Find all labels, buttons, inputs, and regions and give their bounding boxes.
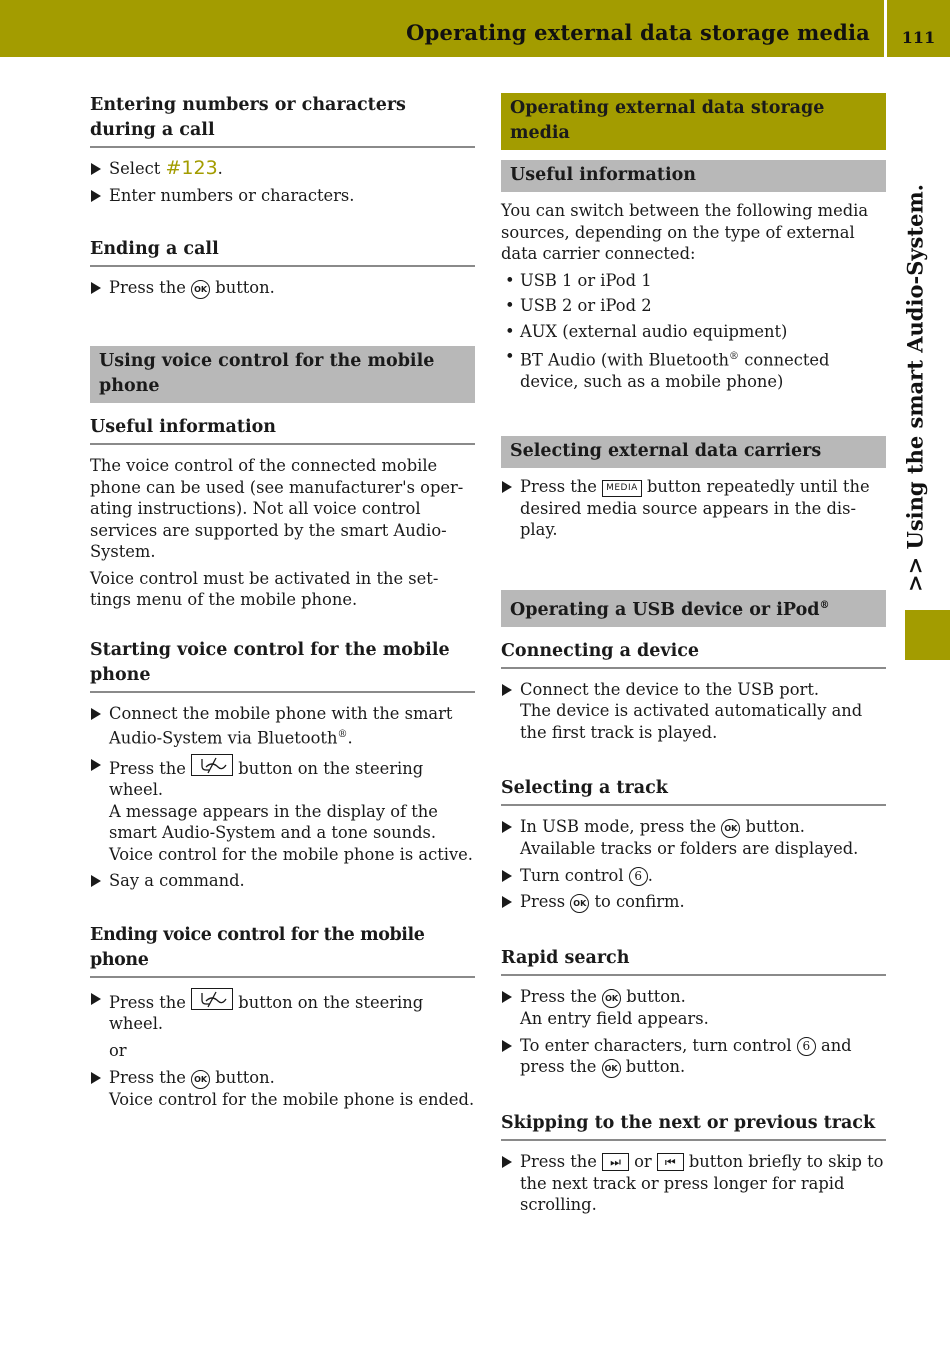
side-tab-label: >> Using the smart Audio-System. (902, 184, 928, 592)
code-123: #123 (165, 157, 218, 179)
step-skip-track: Press the ⏭ or ⏮ button briefly to skip to the next track or press longer for rapid scrolling. (501, 1151, 886, 1216)
header-bar (0, 0, 884, 57)
voice-control-button-icon (191, 754, 233, 776)
side-tab-marker (905, 610, 950, 660)
voice-control-button-icon (191, 988, 233, 1010)
step-turn-control: Turn control 6 . (501, 865, 886, 887)
band-selecting-data-carriers: Selecting external data carriers (501, 436, 886, 468)
band-operating-usb: Operating a USB device or iPod® (501, 590, 886, 627)
bullet-usb2: • USB 2 or iPod 2 (501, 295, 886, 317)
heading-ending-voice-control: Ending voice control for the mobile phone (90, 923, 475, 978)
step-enter-characters: Enter numbers or characters. (90, 185, 475, 207)
page-number-box (887, 0, 950, 57)
step-connect-phone: Connect the mobile phone with the smart Audio-System via Bluetooth®. (90, 703, 475, 749)
paragraph-voice-activation: Voice control must be activated in the set-tings menu of the mobile phone. (90, 568, 439, 609)
or-text: or (109, 1040, 127, 1060)
ok-button-icon: OK (721, 819, 740, 838)
step-press-media: Press the MEDIA button repeatedly until the desired media source appears in the dis-play. (501, 476, 886, 541)
control-6-icon: 6 (797, 1037, 816, 1056)
step-press-ok-end: Press the OK button. Voice control for the mobile phone is ended. (90, 1067, 475, 1111)
left-column (90, 93, 475, 1116)
skip-back-key-icon: ⏮ (657, 1153, 684, 1171)
step-select-123: Select #123. (90, 158, 475, 180)
control-6-icon: 6 (629, 867, 648, 886)
side-tab-text (897, 178, 933, 598)
ok-button-icon: OK (191, 1070, 210, 1089)
heading-starting-voice-control: Starting voice control for the mobile phone (90, 638, 475, 693)
media-key-icon: MEDIA (602, 480, 642, 497)
paragraph-media-sources: You can switch between the following media sources, depending on the type of external data carrier connected: (501, 201, 869, 263)
ok-button-icon: OK (602, 989, 621, 1008)
ok-button-icon: OK (570, 894, 589, 913)
heading-ending-call: Ending a call (90, 237, 475, 267)
page-number: 111 (901, 28, 936, 47)
heading-useful-information-left: Useful information (90, 415, 475, 445)
step-rapid-press-ok: Press the OK button. An entry field appears. (501, 986, 886, 1030)
heading-rapid-search: Rapid search (501, 946, 886, 976)
step-say-command: Say a command. (90, 870, 475, 892)
bullet-aux: • AUX (external audio equipment) (501, 321, 886, 343)
step-press-ok-confirm: Press OK to confirm. (501, 891, 886, 913)
paragraph-voice-control-info: The voice control of the connected mobile phone can be used (see manufacturer's oper-ating instructions). Not all voice control services are supported by the smart Audio-System. (90, 456, 464, 561)
ok-button-icon: OK (602, 1059, 621, 1078)
ok-button-icon: OK (191, 280, 210, 299)
step-connect-usb: Connect the device to the USB port. The device is activated automatically and the first track is played. (501, 679, 886, 744)
step-press-voice-button: Press the button on the steering wheel. A message appears in the display of the smart Audio-System and a tone sounds. Voice control for the mobile phone is active. (90, 754, 475, 866)
band-voice-control: Using voice control for the mobile phone (90, 346, 475, 403)
bullet-bt-audio: • BT Audio (with Bluetooth® connected device, such as a mobile phone) (501, 346, 886, 392)
heading-entering-numbers: Entering numbers or characters during a call (90, 93, 475, 148)
step-usb-mode-ok: In USB mode, press the OK button. Available tracks or folders are displayed. (501, 816, 886, 860)
step-enter-characters-control: To enter characters, turn control 6 and press the OK button. (501, 1035, 886, 1079)
step-press-voice-button-end: Press the button on the steering wheel. (90, 988, 475, 1035)
bullet-usb1: • USB 1 or iPod 1 (501, 270, 886, 292)
band-useful-information: Useful information (501, 160, 886, 192)
heading-connecting-device: Connecting a device (501, 639, 886, 669)
heading-selecting-track: Selecting a track (501, 776, 886, 806)
right-column (501, 93, 886, 1221)
step-end-call: Press the OK button. (90, 277, 475, 299)
heading-skipping-track: Skipping to the next or previous track (501, 1111, 886, 1141)
skip-forward-key-icon: ⏭ (602, 1153, 629, 1171)
band-operating-external-media: Operating external data storage media (501, 93, 886, 150)
header-title: Operating external data storage media (406, 20, 870, 45)
